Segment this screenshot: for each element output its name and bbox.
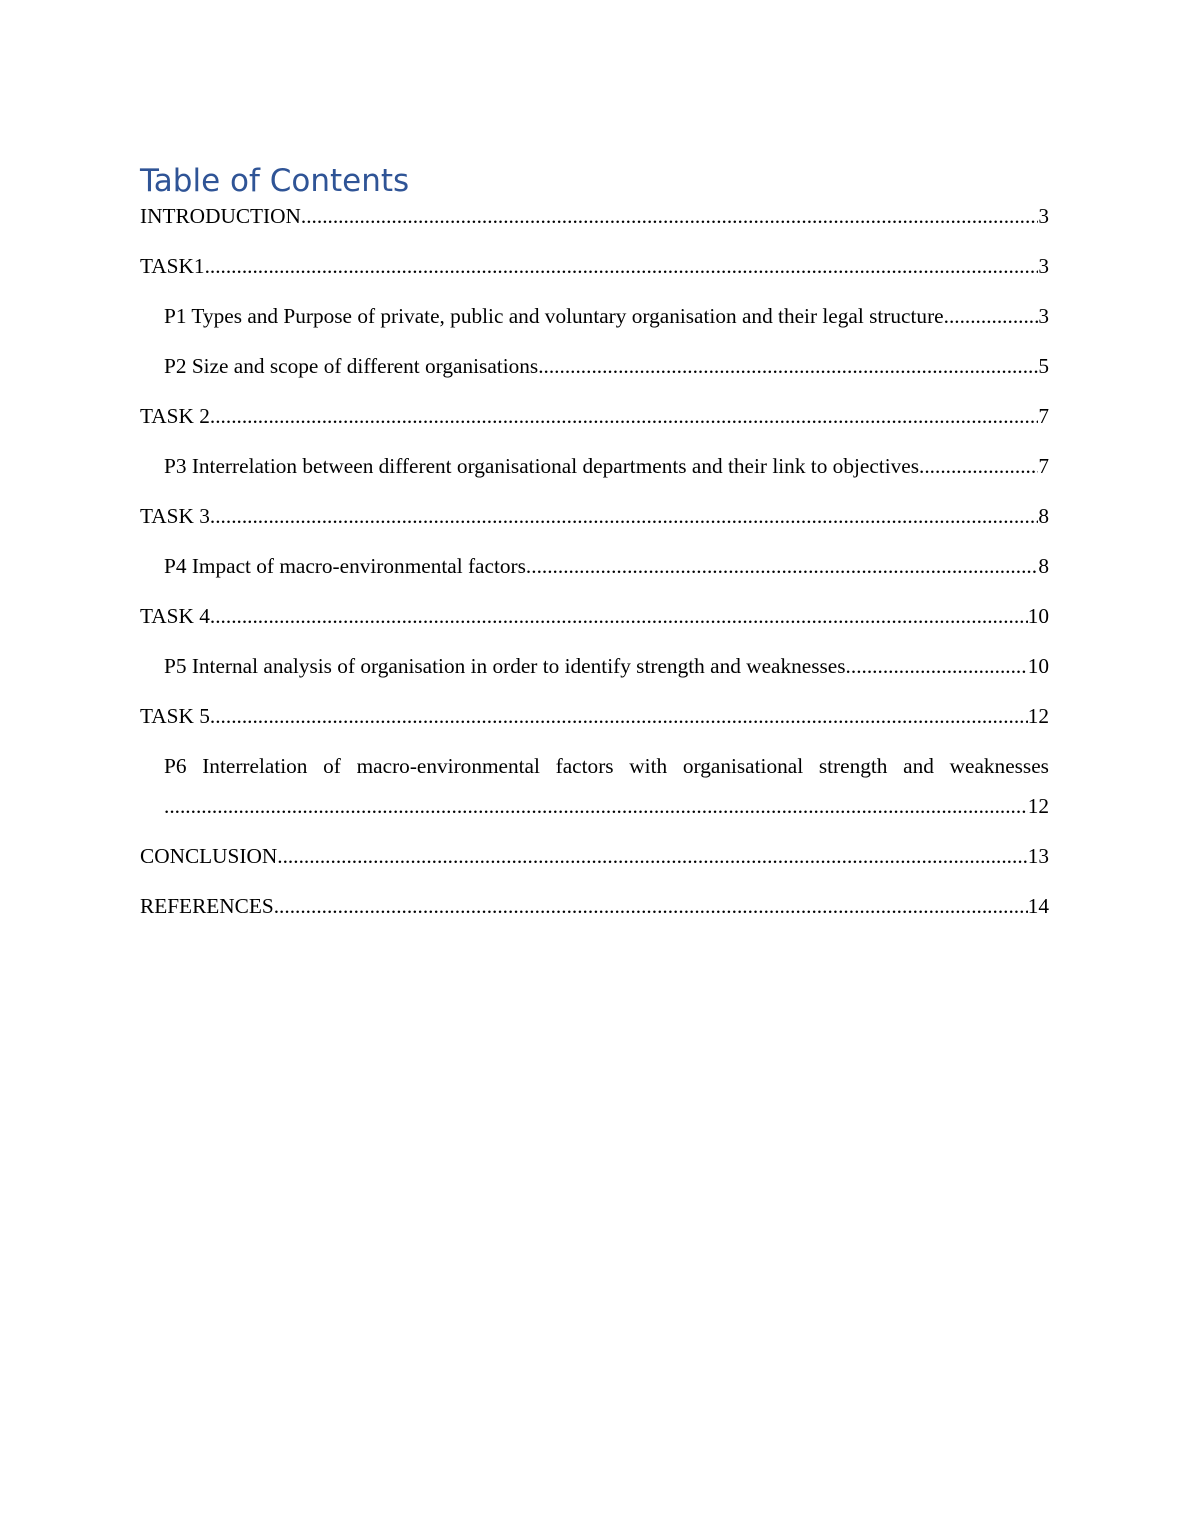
toc-entry-task3[interactable] — [140, 501, 1049, 551]
toc-entry-page: 12 — [1027, 794, 1049, 818]
toc-entry-label: TASK 3 — [140, 504, 210, 528]
toc-entry-page: 5 — [1038, 354, 1049, 378]
dot-leader — [924, 451, 1038, 481]
toc-entry-task5[interactable] — [140, 701, 1049, 751]
dot-leader — [210, 501, 1038, 531]
dot-leader — [846, 651, 1028, 681]
toc-entry-references[interactable] — [140, 891, 1049, 941]
toc-entry-label: P6 Interrelation of macro-environmental factors with organisational strength and weaknesses — [164, 754, 1049, 778]
toc-entry-page: 8 — [1038, 554, 1049, 578]
toc-entry-label: P5 Internal analysis of organisation in order to identify strength and weaknesses — [164, 654, 846, 678]
toc-entry-p4[interactable] — [140, 551, 1049, 601]
toc-entry-page: 13 — [1027, 844, 1049, 868]
toc-entry-page: 7 — [1038, 404, 1049, 428]
dot-leader — [538, 351, 1038, 381]
toc-entry-p6[interactable] — [140, 751, 1049, 841]
dot-leader — [301, 201, 1038, 231]
dot-leader — [274, 891, 1028, 921]
toc-entry-label: TASK 4 — [140, 604, 210, 628]
toc-entry-conclusion[interactable] — [140, 841, 1049, 891]
toc-entry-p1[interactable] — [140, 301, 1049, 351]
toc-entry-label: TASK1 — [140, 254, 205, 278]
dot-leader — [205, 251, 1039, 281]
toc-entry-task2[interactable] — [140, 401, 1049, 451]
dot-leader — [210, 401, 1038, 431]
toc-entry-label: P3 Interrelation between different organisational departments and their link to objectives. — [164, 454, 925, 478]
toc-entry-introduction[interactable] — [140, 201, 1049, 251]
toc-entry-label: TASK 2 — [140, 404, 210, 428]
toc-entry-page: 3 — [1038, 204, 1049, 228]
toc-entry-task4[interactable] — [140, 601, 1049, 651]
dot-leader — [210, 601, 1028, 631]
toc-title: Table of Contents — [140, 163, 410, 199]
dot-leader — [277, 841, 1027, 871]
dot-leader — [164, 791, 1028, 821]
dot-leader — [949, 301, 1038, 331]
toc-entry-page: 3 — [1038, 304, 1049, 328]
toc-entry-page: 10 — [1027, 654, 1049, 678]
toc-entry-label: INTRODUCTION — [140, 204, 301, 228]
toc-entry-page: 3 — [1038, 254, 1049, 278]
toc-entry-p3[interactable] — [140, 451, 1049, 501]
toc-entry-label: P4 Impact of macro-environmental factors — [164, 554, 526, 578]
toc-entry-page: 8 — [1038, 504, 1049, 528]
toc-entry-label: REFERENCES — [140, 894, 274, 918]
toc-entry-page: 14 — [1027, 894, 1049, 918]
toc-entry-task1[interactable] — [140, 251, 1049, 301]
toc-entry-label: TASK 5 — [140, 704, 210, 728]
toc-entry-page: 10 — [1027, 604, 1049, 628]
dot-leader — [210, 701, 1028, 731]
toc-entry-label: P1 Types and Purpose of private, public and voluntary organisation and their legal structure. — [164, 304, 949, 328]
toc-entry-p2[interactable] — [140, 351, 1049, 401]
toc-entry-page: 12 — [1027, 704, 1049, 728]
toc-entry-label: CONCLUSION — [140, 844, 278, 868]
toc-entry-label: P2 Size and scope of different organisations — [164, 354, 539, 378]
dot-leader — [526, 551, 1038, 581]
toc-entry-page: 7 — [1038, 454, 1049, 478]
toc-entry-p5[interactable] — [140, 651, 1049, 701]
toc-list — [140, 201, 1049, 941]
